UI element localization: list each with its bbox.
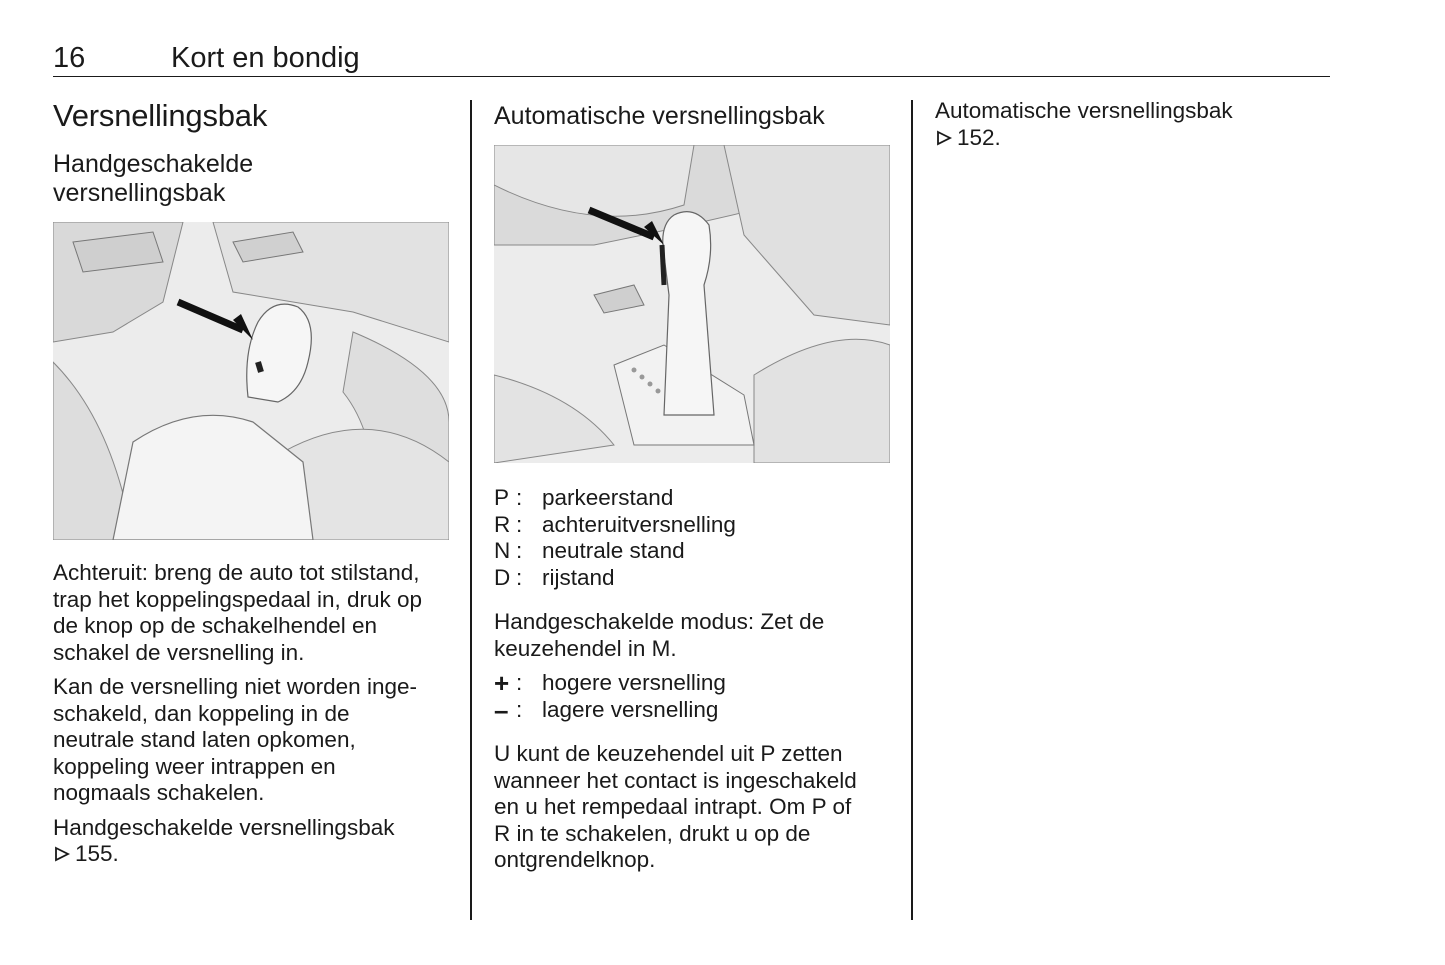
manual-mode-paragraph: Handgeschakelde modus: Zet de keuzehendel in M. (494, 609, 825, 661)
subsection-heading: Handgeschakelde versnellingsbak (53, 150, 254, 207)
page-reference-arrow-icon (935, 130, 953, 146)
section-heading: Versnellingsbak (53, 98, 268, 133)
minus-icon: – (494, 694, 509, 725)
list-item: R : achteruitversnelling (494, 511, 736, 537)
gear-positions-list (494, 485, 894, 591)
column-manual (53, 98, 453, 868)
list-item: N : neutrale stand (494, 538, 685, 563)
list-item: P : parkeerstand (494, 485, 674, 510)
reverse-gear-paragraph: Achteruit: breng de auto tot stilstand, trap het koppelingspedaal in, druk op de knop op de schakelhendel en schakel de versnelling in. (53, 560, 423, 665)
column-divider (470, 100, 472, 920)
running-header (53, 40, 1330, 77)
manual-gear-figure (53, 222, 449, 540)
chapter-title: Kort en bondig (171, 42, 360, 74)
list-item: – : lagere versnelling (494, 694, 719, 725)
automatic-gear-figure (494, 145, 890, 463)
shift-list (494, 670, 894, 723)
list-item: D : rijstand (494, 564, 615, 590)
automatic-gear-selector-illustration (494, 145, 890, 463)
column-divider (911, 100, 913, 920)
column-automatic (494, 98, 894, 874)
page-reference[interactable]: Automatische versnellingsbak 152. (935, 98, 1233, 150)
engage-gear-paragraph: Kan de versnelling niet worden inge- schakeld, dan koppeling in de neutrale stand laten opkomen, koppeling weer intrappen en nogmaals schakelen. (53, 674, 417, 805)
page-number: 16 (53, 42, 86, 74)
column-reference (935, 98, 1325, 151)
list-item: + : hogere versnelling (494, 668, 726, 698)
page-reference-arrow-icon (53, 846, 71, 862)
page-reference[interactable]: Handgeschakelde versnellingsbak 155. (53, 814, 395, 866)
unlock-paragraph: U kunt de keuzehendel uit P zetten wanneer het contact is ingeschakeld en u het rempedaal intrapt. Om P of R in te schakelen, drukt u op de ontgrendelknop. (494, 741, 857, 872)
manual-gear-lever-illustration (53, 222, 449, 540)
plus-icon: + (494, 668, 510, 698)
section-heading: Automatische versnellingsbak (494, 102, 825, 130)
